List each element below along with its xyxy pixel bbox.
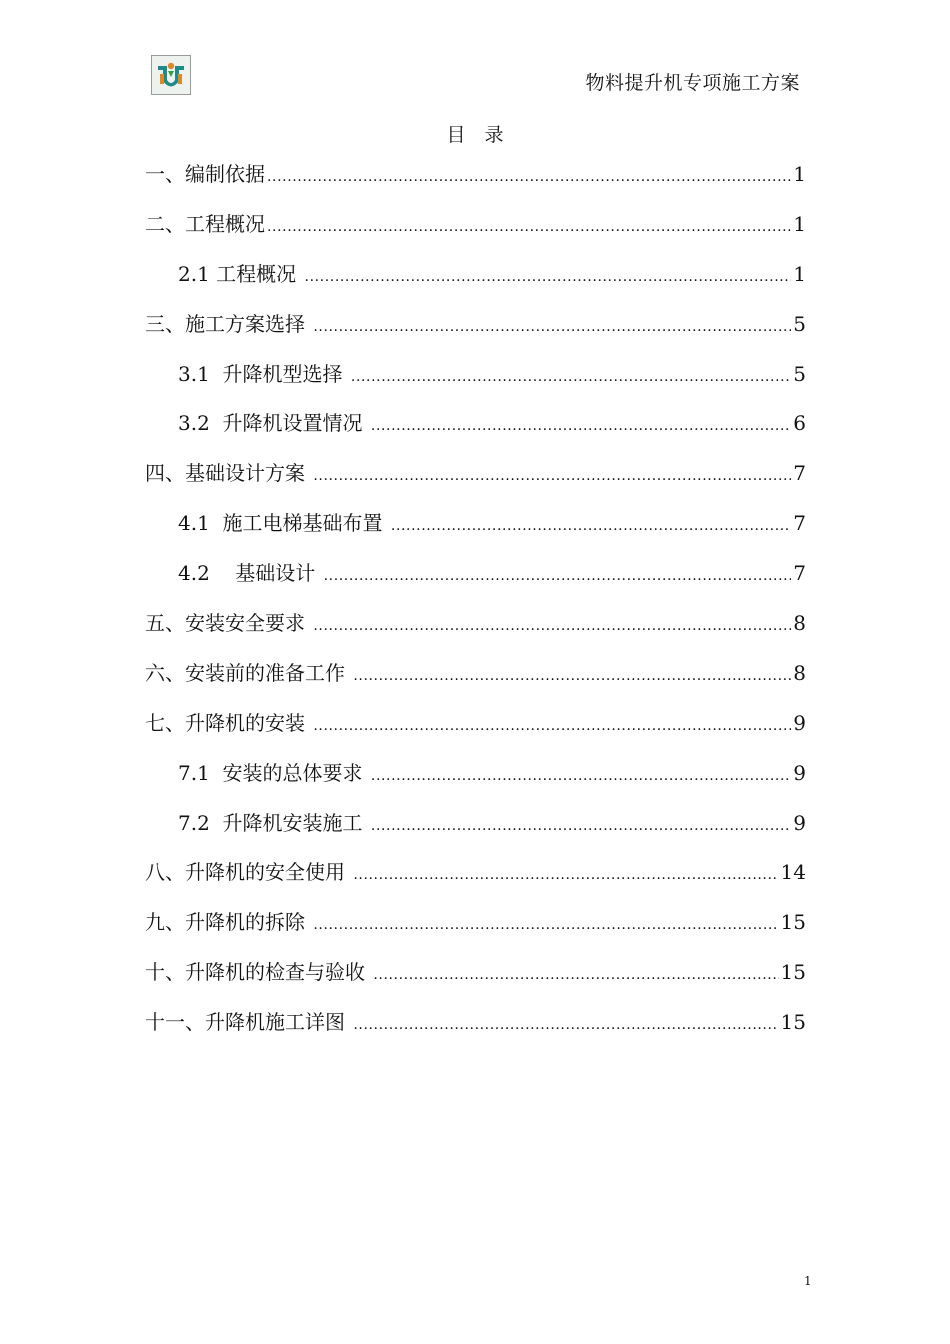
toc-entry[interactable] — [145, 659, 806, 709]
toc-entry-page: 6 — [793, 411, 806, 436]
toc-subentry[interactable] — [145, 509, 806, 559]
toc-subentry[interactable] — [145, 559, 806, 609]
toc-entry-page: 7 — [793, 511, 806, 536]
toc-entry-label: 2.1 工程概况 — [178, 261, 303, 286]
toc-heading: 目 录 — [446, 124, 504, 146]
toc-subentry[interactable] — [145, 360, 806, 410]
logo-graphic — [152, 56, 190, 94]
toc-entry-page: 15 — [780, 910, 806, 935]
toc-entry-page: 14 — [780, 860, 806, 885]
toc-entry-page: 5 — [793, 311, 806, 336]
toc-entry-label: 七、升降机的安装 — [145, 710, 312, 735]
toc-leader-dots — [324, 562, 792, 590]
toc-leader-dots — [313, 712, 791, 740]
toc-entry-page: 9 — [793, 710, 806, 735]
toc-leader-dots — [353, 861, 778, 889]
toc-leader-dots — [313, 462, 791, 490]
toc-entry[interactable] — [145, 609, 806, 659]
company-logo-icon — [151, 55, 191, 95]
toc-entry-label: 八、升降机的安全使用 — [145, 860, 352, 885]
toc-entry-label: 4.1 施工电梯基础布置 — [178, 511, 389, 536]
toc-entry-label: 三、施工方案选择 — [145, 311, 312, 336]
toc-entry-label: 7.2 升降机安装施工 — [178, 810, 369, 835]
toc-subentry[interactable] — [145, 809, 806, 859]
toc-leader-dots — [371, 812, 791, 840]
toc-entry-label: 3.1 升降机型选择 — [178, 361, 349, 386]
toc-leader-dots — [371, 762, 791, 790]
toc-entry-label: 4.2 基础设计 — [178, 561, 322, 586]
toc-entry-label: 九、升降机的拆除 — [145, 910, 312, 935]
toc-entry-label: 一、编制依据 — [145, 162, 265, 186]
toc-subentry[interactable] — [145, 409, 806, 459]
toc-entry[interactable] — [145, 160, 806, 210]
toc-entry-label: 六、安装前的准备工作 — [145, 660, 352, 685]
toc-entry-label: 五、安装安全要求 — [145, 611, 312, 636]
toc-leader-dots — [391, 512, 791, 540]
toc-entry[interactable] — [145, 958, 806, 1008]
toc-entry-label: 二、工程概况 — [145, 211, 265, 236]
toc-entry-page: 8 — [793, 611, 806, 636]
toc-entry-label: 十一、升降机施工详图 — [145, 1010, 352, 1035]
toc-entry[interactable] — [145, 709, 806, 759]
toc-entry[interactable] — [145, 459, 806, 509]
toc-entry-page: 9 — [793, 760, 806, 785]
toc-subentry[interactable] — [145, 260, 806, 310]
toc-entry-page: 5 — [793, 361, 806, 386]
toc-entry-page: 15 — [780, 1010, 806, 1035]
toc-entry-page: 1 — [793, 261, 806, 286]
toc-leader-dots — [351, 363, 791, 391]
toc-leader-dots — [373, 961, 778, 989]
toc-entry-page: 9 — [793, 810, 806, 835]
document-header-title: 物料提升机专项施工方案 — [585, 72, 800, 94]
toc-entry-label: 十、升降机的检查与验收 — [145, 960, 372, 985]
toc-entry-label: 四、基础设计方案 — [145, 461, 312, 486]
toc-entry[interactable] — [145, 908, 806, 958]
toc-leader-dots — [305, 263, 792, 291]
footer-page-number: 1 — [804, 1274, 812, 1288]
toc-leader-dots — [313, 612, 791, 640]
toc-entry-label: 7.1 安装的总体要求 — [178, 760, 369, 785]
toc-entry-page: 1 — [793, 162, 806, 186]
toc-entry-page: 1 — [793, 211, 806, 236]
toc-entry[interactable] — [145, 858, 806, 908]
toc-leader-dots — [267, 213, 791, 241]
toc-leader-dots — [313, 313, 791, 341]
table-of-contents — [145, 160, 806, 1058]
toc-leader-dots — [353, 662, 791, 690]
toc-entry-page: 7 — [793, 461, 806, 486]
header-divider — [145, 100, 805, 101]
page-header — [0, 0, 950, 110]
toc-leader-dots — [353, 1011, 778, 1039]
toc-entry[interactable] — [145, 310, 806, 360]
toc-subentry[interactable] — [145, 759, 806, 809]
toc-entry[interactable] — [145, 210, 806, 260]
toc-entry-page: 15 — [780, 960, 806, 985]
toc-entry-page: 8 — [793, 660, 806, 685]
toc-leader-dots — [267, 163, 791, 191]
toc-entry[interactable] — [145, 1008, 806, 1058]
toc-leader-dots — [371, 412, 791, 440]
toc-entry-page: 7 — [793, 561, 806, 586]
toc-leader-dots — [313, 911, 778, 939]
toc-entry-label: 3.2 升降机设置情况 — [178, 411, 369, 436]
